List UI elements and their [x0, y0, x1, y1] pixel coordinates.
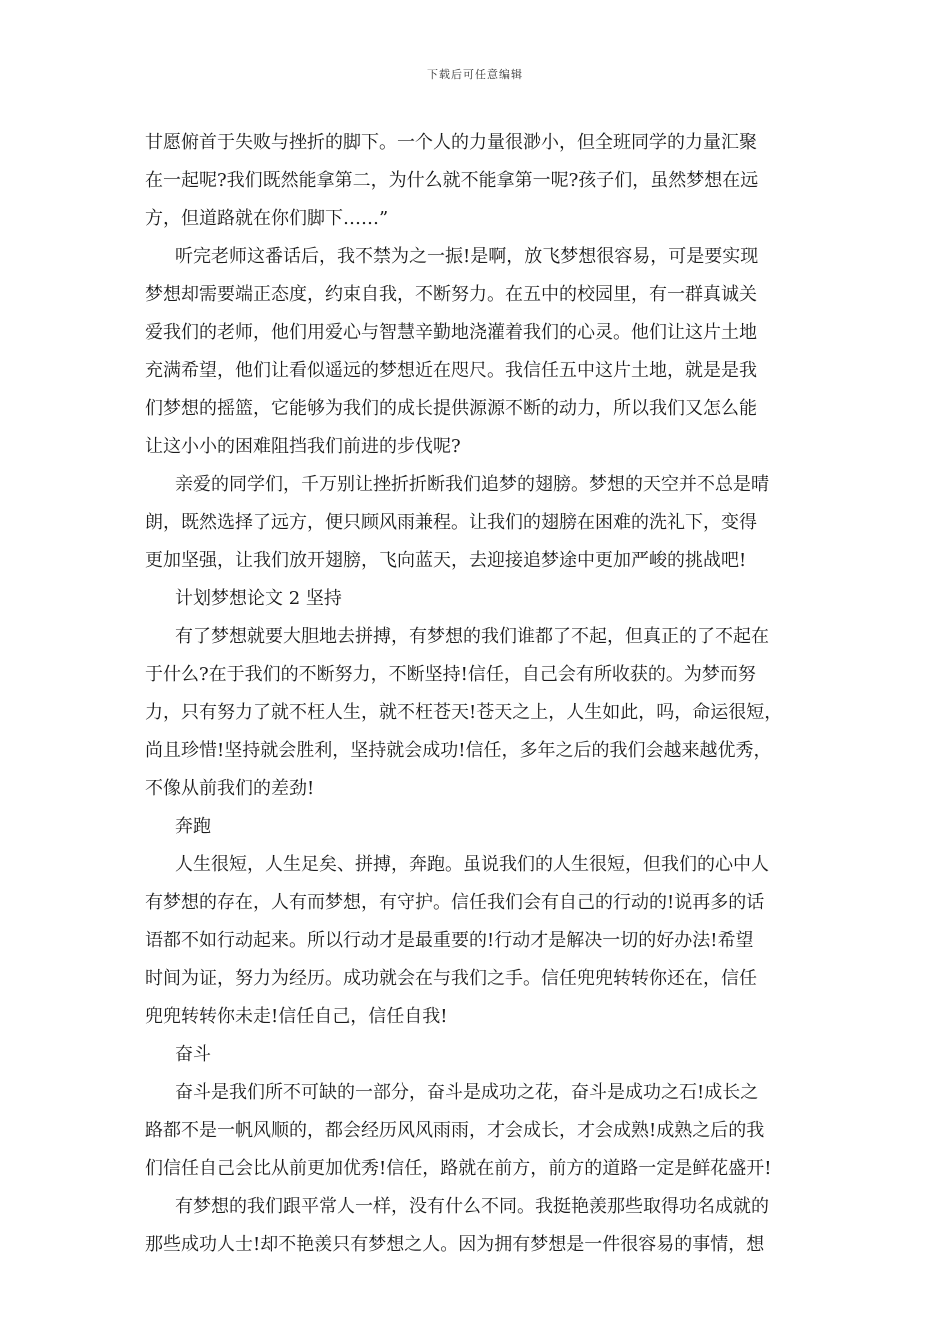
text-line: 奋斗是我们所不可缺的一部分，奋斗是成功之花，奋斗是成功之石!成长之	[175, 1082, 759, 1103]
text-line: 人生很短，人生足矣、拼搏，奔跑。虽说我们的人生很短，但我们的心中人	[175, 854, 769, 875]
text-line: 更加坚强，让我们放开翅膀，飞向蓝天，去迎接追梦途中更加严峻的挑战吧!	[145, 550, 747, 571]
text-line: 朗，既然选择了远方，便只顾风雨兼程。让我们的翅膀在困难的洗礼下，变得	[145, 512, 757, 533]
text-line: 亲爱的同学们，千万别让挫折折断我们追梦的翅膀。梦想的天空并不总是晴	[175, 474, 769, 495]
document-body	[145, 124, 820, 1264]
text-line: 让这小小的困难阻挡我们前进的步伐呢?	[145, 436, 461, 457]
text-line: 梦想却需要端正态度，约束自我，不断努力。在五中的校园里，有一群真诚关	[145, 284, 757, 305]
text-line: 时间为证，努力为经历。成功就会在与我们之手。信任兜兜转转你还在，信任	[145, 968, 757, 989]
text-line: 尚且珍惜!坚持就会胜利，坚持就会成功!信任，多年之后的我们会越来越优秀，	[145, 740, 772, 761]
text-line: 奋斗	[175, 1044, 211, 1065]
text-line: 力，只有努力了就不枉人生，就不枉苍天!苍天之上，人生如此，吗，命运很短，	[145, 702, 783, 723]
text-line: 有了梦想就要大胆地去拼搏，有梦想的我们谁都了不起，但真正的了不起在	[175, 626, 769, 647]
text-line: 那些成功人士!却不艳羡只有梦想之人。因为拥有梦想是一件很容易的事情，想	[145, 1234, 765, 1255]
text-line: 方，但道路就在你们脚下……”	[145, 208, 389, 229]
text-line: 路都不是一帆风顺的，都会经历风风雨雨，才会成长，才会成熟!成熟之后的我	[145, 1120, 765, 1141]
text-line: 在一起呢?我们既然能拿第二，为什么就不能拿第一呢?孩子们，虽然梦想在远	[145, 170, 759, 191]
text-line: 不像从前我们的差劲!	[145, 778, 315, 799]
text-line: 们信任自己会比从前更加优秀!信任，路就在前方，前方的道路一定是鲜花盛开!	[145, 1158, 772, 1179]
text-line: 甘愿俯首于失败与挫折的脚下。一个人的力量很渺小，但全班同学的力量汇聚	[145, 132, 757, 153]
page-header-note: 下载后可任意编辑	[427, 68, 523, 81]
text-line: 于什么?在于我们的不断努力，不断坚持!信任，自己会有所收获的。为梦而努	[145, 664, 756, 685]
text-line: 们梦想的摇篮，它能够为我们的成长提供源源不断的动力，所以我们又怎么能	[145, 398, 757, 419]
text-line: 听完老师这番话后，我不禁为之一振!是啊，放飞梦想很容易，可是要实现	[175, 246, 759, 267]
text-line: 有梦想的我们跟平常人一样，没有什么不同。我挺艳羡那些取得功名成就的	[175, 1196, 769, 1217]
text-line: 兜兜转转你未走!信任自己，信任自我!	[145, 1006, 448, 1027]
text-line: 计划梦想论文 2 坚持	[175, 588, 342, 609]
text-line: 充满希望，他们让看似遥远的梦想近在咫尺。我信任五中这片土地，就是是我	[145, 360, 757, 381]
text-line: 有梦想的存在，人有而梦想，有守护。信任我们会有自己的行动的!说再多的话	[145, 892, 765, 913]
text-line: 语都不如行动起来。所以行动才是最重要的!行动才是解决一切的好办法!希望	[145, 930, 754, 951]
text-line: 爱我们的老师，他们用爱心与智慧辛勤地浇灌着我们的心灵。他们让这片土地	[145, 322, 757, 343]
text-line: 奔跑	[175, 816, 211, 837]
